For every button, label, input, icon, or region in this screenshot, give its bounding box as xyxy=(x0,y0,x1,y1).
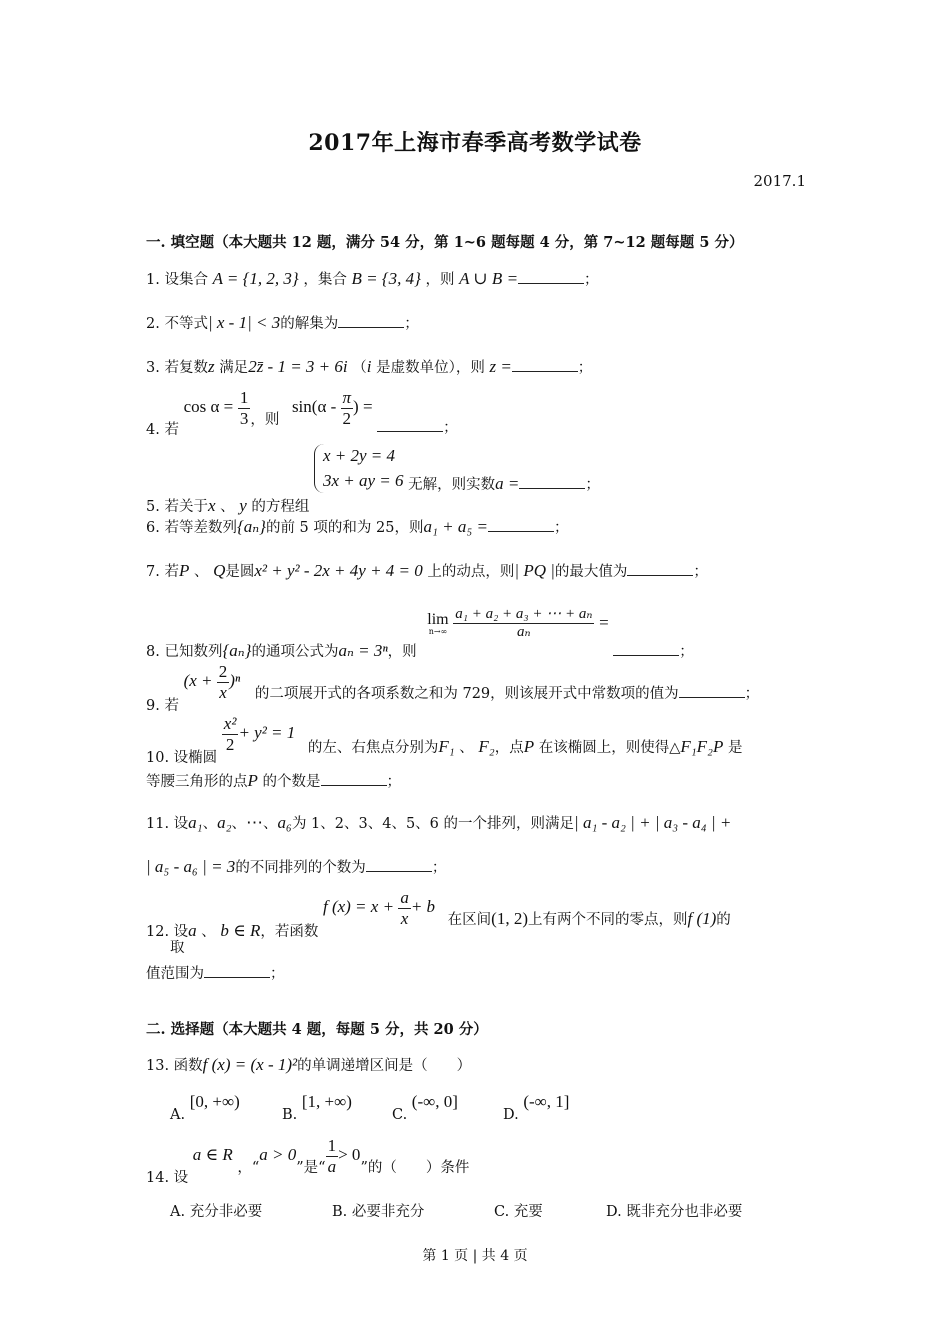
q6-text: 6. 若等差数列 xyxy=(146,520,237,536)
q5-text: 无解，则实数 xyxy=(408,476,496,493)
q10-text: 的个数是 xyxy=(262,774,321,790)
answer-blank[interactable] xyxy=(627,561,693,576)
q11-expression-2: | a₅ - a₆ | = 3 xyxy=(146,857,236,876)
question-11 xyxy=(146,812,731,833)
q11-text: 、 xyxy=(231,816,247,832)
q4-cos: cos α = xyxy=(183,397,234,417)
q12-den: x xyxy=(400,908,409,928)
q3-text: ； xyxy=(577,360,593,376)
answer-blank[interactable] xyxy=(518,269,584,284)
q14-condition-2: > 0 xyxy=(338,1145,361,1165)
q3-z-eq: z = xyxy=(489,357,512,376)
q13-option-b[interactable] xyxy=(282,1092,352,1123)
q2-text: 2. 不等式 xyxy=(146,316,208,332)
section-fill-in-heading: 一. 填空题（本大题共 12 题，满分 54 分，第 1~6 题每题 4 分，第 7~12 题每题 5 分） xyxy=(146,234,744,251)
q14-den: a xyxy=(327,1156,337,1176)
question-10 xyxy=(146,714,743,767)
q10-text: 、 xyxy=(459,740,474,757)
page-footer: 第 1 页 | 共 4 页 xyxy=(422,1248,528,1264)
q10-text: ； xyxy=(386,774,401,790)
option-label: C. xyxy=(392,1107,408,1123)
q4-text: ； xyxy=(443,420,458,437)
q5-system xyxy=(314,444,404,493)
q13-function: f (x) = (x - 1)² xyxy=(202,1055,298,1074)
q14-a-in-r: a ∈ R xyxy=(192,1145,233,1165)
q8-limit xyxy=(427,612,448,636)
q12-num: a xyxy=(400,888,409,907)
q7-circle: x² + y² - 2x + 4y + 4 = 0 xyxy=(254,561,423,580)
q4-text: ，则 xyxy=(250,412,280,429)
q4-pi-fraction xyxy=(341,388,354,428)
q9-binomial: (x + xyxy=(183,671,217,691)
q10-f1: F₁ xyxy=(438,737,455,757)
q5-equation-2: 3x + ay = 6 xyxy=(322,470,404,490)
q14-fraction xyxy=(326,1136,339,1176)
q10-triangle: F₁F₂P xyxy=(680,737,724,757)
q14-text: 14. 设 xyxy=(146,1170,189,1187)
q8-num: a₁ + a₂ + a₃ + ⋯ + aₙ xyxy=(453,606,594,624)
option-label: A. xyxy=(170,1107,186,1123)
q10-ellipse: + y² = 1 xyxy=(238,723,296,743)
q12-text: 12. 设 xyxy=(146,924,189,941)
answer-blank[interactable] xyxy=(679,683,745,698)
option-value: (-∞, 0] xyxy=(411,1092,458,1111)
q3-text: （ xyxy=(352,360,367,376)
option-value: [1, +∞) xyxy=(301,1092,352,1111)
q12-text: 的 xyxy=(716,912,731,929)
q5-text: ； xyxy=(585,476,600,493)
q14-text: ”的（ ）条件 xyxy=(360,1160,470,1177)
q11-a1: a₁ xyxy=(188,813,203,832)
q10-num: x² xyxy=(223,714,237,733)
q10-p: P xyxy=(247,771,258,790)
q10-text: ，点 xyxy=(494,740,524,757)
q12-text: 、 xyxy=(201,924,216,941)
q12-b: b ∈ R xyxy=(220,921,261,941)
q13-text: 13. 函数 xyxy=(146,1058,203,1074)
q12-a: a xyxy=(188,921,197,941)
answer-blank[interactable] xyxy=(321,771,387,786)
q9-text: ； xyxy=(744,686,760,703)
answer-blank[interactable] xyxy=(519,474,585,489)
q13-option-d[interactable] xyxy=(503,1092,570,1123)
q3-text: 是虚数单位），则 xyxy=(376,360,485,376)
question-11-line-2 xyxy=(146,856,446,877)
option-label: D. xyxy=(503,1107,519,1123)
q8-sequence: {aₙ} xyxy=(222,640,252,660)
question-6 xyxy=(146,516,568,537)
q10-text: 的左、右焦点分别为 xyxy=(307,740,439,757)
q12-text: 值范围为 xyxy=(146,966,204,982)
question-13 xyxy=(146,1054,471,1075)
q1-text: 1. 设集合 xyxy=(146,272,208,288)
q4-pi: π xyxy=(342,388,352,407)
q4-two: 2 xyxy=(342,408,352,428)
question-1 xyxy=(146,268,599,289)
q8-lim-sub: n→∞ xyxy=(428,626,448,636)
q14-condition-1: a > 0 xyxy=(259,1145,297,1165)
question-10-line-2 xyxy=(146,770,401,791)
q5-a: a = xyxy=(495,473,520,493)
option-label: B. xyxy=(282,1107,298,1123)
q4-num: 1 xyxy=(239,388,249,407)
q5-y: y xyxy=(239,495,247,515)
q12-text: 在区间 xyxy=(447,912,492,929)
q14-text: ，“ xyxy=(237,1160,260,1177)
q11-a6: a₆ xyxy=(277,813,292,832)
answer-blank[interactable] xyxy=(512,357,578,372)
q14-option-d[interactable]: D. 既非充分也非必要 xyxy=(606,1204,743,1220)
answer-blank[interactable] xyxy=(338,313,404,328)
answer-blank[interactable] xyxy=(204,963,270,978)
q7-text: 上的动点，则 xyxy=(427,564,515,580)
q10-text: 10. 设椭圆 xyxy=(146,750,218,767)
question-12-wrap: 取 xyxy=(170,940,185,956)
q6-sequence: {aₙ} xyxy=(236,517,266,536)
q12-fraction xyxy=(398,888,411,928)
q3-i: i xyxy=(366,357,372,376)
question-14 xyxy=(146,1136,470,1187)
q13-option-a[interactable] xyxy=(170,1092,240,1123)
exam-title: 2017年上海市春季高考数学试卷 xyxy=(308,130,642,156)
q5-text: 、 xyxy=(220,498,235,515)
q5-text: 5. 若关于 xyxy=(146,498,208,515)
question-2 xyxy=(146,312,419,333)
q9-text: 的二项展开式的各项系数之和为 729，则该展开式中常数项的值为 xyxy=(254,686,679,703)
q10-text: 等腰三角形的点 xyxy=(146,774,248,790)
q12-function-b: + b xyxy=(410,897,436,917)
q8-formula: aₙ = 3ⁿ xyxy=(338,640,388,660)
q10-text: 是 xyxy=(727,740,743,757)
q8-lim: lim xyxy=(427,610,449,628)
q2-text: ； xyxy=(404,316,419,332)
q11-a2: a₂ xyxy=(217,813,232,832)
question-7 xyxy=(146,560,708,581)
q10-text: 在该椭圆上，则使得△ xyxy=(538,740,681,757)
answer-blank[interactable] xyxy=(377,417,443,432)
q1-set-a: A = {1, 2, 3} xyxy=(212,269,299,288)
q11-text: 11. 设 xyxy=(146,816,189,832)
exam-date: 2017.1 xyxy=(753,172,806,190)
q3-text: 满足 xyxy=(219,360,249,376)
q7-text: 的最大值为 xyxy=(554,564,628,580)
question-4 xyxy=(146,388,458,439)
q9-fraction xyxy=(217,662,230,702)
q12-interval: (1, 2) xyxy=(491,909,528,929)
q2-inequality: | x - 1| < 3 xyxy=(207,313,281,332)
q4-den: 3 xyxy=(239,408,249,428)
q10-f2: F₂ xyxy=(478,737,495,757)
q10-den: 2 xyxy=(225,734,235,754)
q9-den: x xyxy=(219,682,227,702)
q8-text: 8. 已知数列 xyxy=(146,643,223,660)
q5-text: 的方程组 xyxy=(251,498,310,515)
answer-blank[interactable] xyxy=(613,641,679,656)
q6-expression: a₁ + a₅ = xyxy=(423,517,488,536)
q8-den: aₙ xyxy=(517,624,531,641)
q10-fraction xyxy=(222,714,239,754)
q14-option-b[interactable]: B. 必要非充分 xyxy=(332,1204,425,1220)
q13-option-c[interactable] xyxy=(392,1092,458,1123)
q14-option-a[interactable]: A. 充分非必要 xyxy=(170,1204,263,1220)
question-3 xyxy=(146,356,592,377)
question-5 xyxy=(146,438,600,515)
q9-power: )ⁿ xyxy=(229,671,241,691)
q11-expression-1: | a₁ - a₂ | + | a₃ - a₄ | + xyxy=(574,813,732,832)
q3-equation: 2z̄ - 1 = 3 + 6i xyxy=(248,357,348,376)
q1-text: ，则 xyxy=(425,272,455,288)
q11-text: 、 xyxy=(202,816,218,832)
q8-text: ； xyxy=(679,643,694,660)
question-12 xyxy=(146,888,731,941)
q12-f1: f (1) xyxy=(687,909,717,929)
question-9 xyxy=(146,662,760,715)
q7-p: P xyxy=(178,561,190,580)
question-8 xyxy=(146,606,694,660)
answer-blank[interactable] xyxy=(488,517,554,532)
q3-text: 3. 若复数 xyxy=(146,360,208,376)
q13-text: 的单调递增区间是（ ） xyxy=(297,1058,472,1074)
q7-text: 是圆 xyxy=(225,564,255,580)
q8-text: 的通项公式为 xyxy=(251,643,339,660)
q4-sin: sin(α - xyxy=(291,397,341,417)
q9-text: 9. 若 xyxy=(146,698,179,715)
q4-sin-close: ) = xyxy=(353,397,373,417)
q12-text: ，若函数 xyxy=(260,924,319,941)
q11-text: 的不同排列的个数为 xyxy=(235,860,366,876)
q14-option-c[interactable]: C. 充要 xyxy=(494,1204,543,1220)
q12-function: f (x) = x + xyxy=(322,897,399,917)
option-value: [0, +∞) xyxy=(189,1092,240,1111)
question-12-line-3 xyxy=(146,962,285,983)
q7-text: 7. 若 xyxy=(146,564,179,580)
q7-text: ； xyxy=(693,564,708,580)
answer-blank[interactable] xyxy=(366,857,432,872)
q4-fraction xyxy=(238,388,251,428)
q11-dots: ⋯ xyxy=(246,813,264,832)
q2-text: 的解集为 xyxy=(280,316,339,332)
option-value: (-∞, 1] xyxy=(523,1092,570,1111)
q14-num: 1 xyxy=(327,1136,337,1155)
q11-text: ； xyxy=(431,860,447,876)
section-choice-heading: 二. 选择题（本大题共 4 题，每题 5 分，共 20 分） xyxy=(146,1021,488,1038)
q7-text: 、 xyxy=(193,564,209,580)
q12-text: 上有两个不同的零点，则 xyxy=(527,912,688,929)
q4-text: 4. 若 xyxy=(146,422,179,439)
q1-set-b: B = {3, 4} xyxy=(351,269,421,288)
q14-text: ”是“ xyxy=(296,1160,326,1177)
q1-text: ； xyxy=(584,272,599,288)
q8-eq: = xyxy=(599,612,609,632)
q6-text: 的前 5 项的和为 25，则 xyxy=(265,520,424,536)
q8-fraction xyxy=(453,606,594,642)
q9-num: 2 xyxy=(218,662,228,681)
q11-text: 、 xyxy=(263,816,278,832)
q6-text: ； xyxy=(553,520,569,536)
q5-equation-1: x + 2y = 4 xyxy=(322,446,396,465)
q3-z: z xyxy=(207,357,215,376)
q1-union: A ∪ B = xyxy=(459,269,519,288)
q7-q: Q xyxy=(213,561,226,580)
q12-text: ； xyxy=(270,966,285,982)
q5-x: x xyxy=(207,495,216,515)
q7-pq: | PQ | xyxy=(514,561,555,580)
q11-text: 为 1、2、3、4、5、6 的一个排列，则满足 xyxy=(291,816,575,832)
q1-text: ，集合 xyxy=(303,272,347,288)
q8-text: ，则 xyxy=(387,643,417,660)
q10-p: P xyxy=(523,737,535,757)
